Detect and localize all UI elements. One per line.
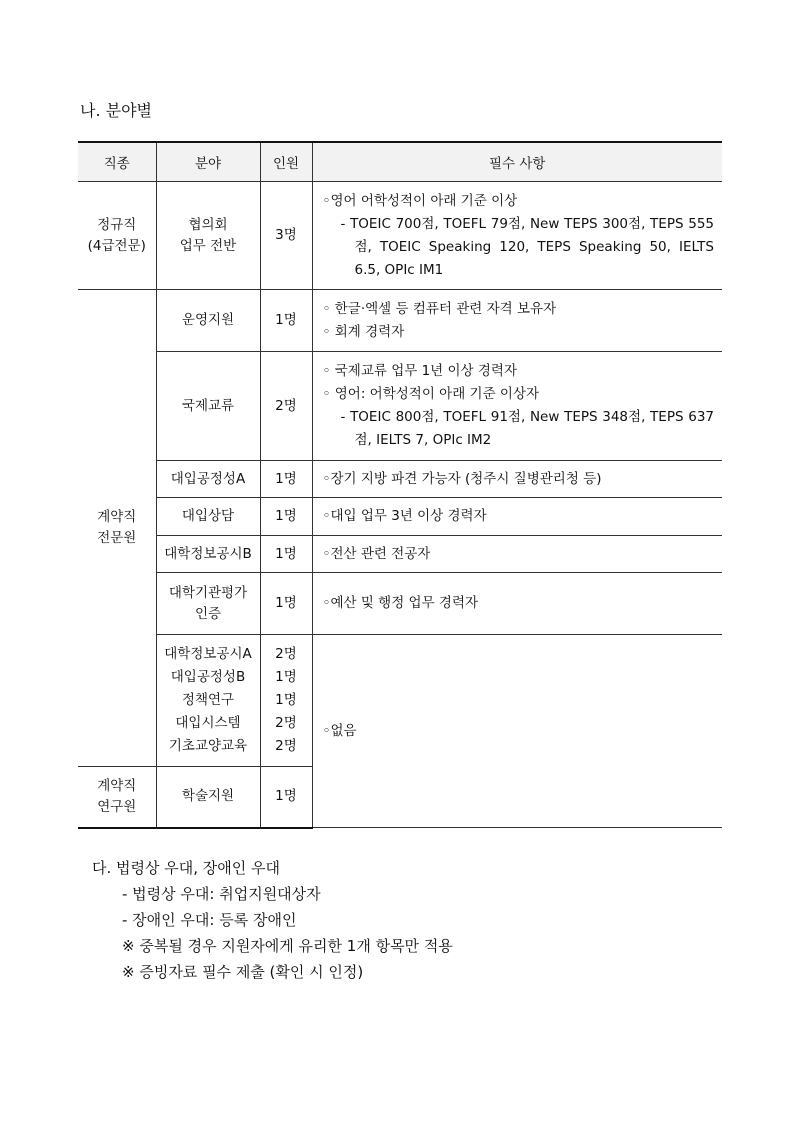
preference-notes — [92, 855, 453, 985]
field-cell: 협의회 업무 전반 — [156, 182, 260, 290]
table-row — [78, 461, 722, 498]
section-title: 나. 분야별 — [80, 101, 152, 120]
count-cell: 3명 — [260, 182, 312, 290]
job-type-contract-expert: 계약직 전문원 — [78, 290, 156, 767]
count-cell: 1명 — [260, 498, 312, 536]
count-cell: 1명 — [260, 290, 312, 352]
field-cell: 국제교류 — [156, 352, 260, 461]
count-cell: 1명 — [260, 461, 312, 498]
header-job-type: 직종 — [78, 142, 156, 182]
requirements-cell: ◦ 국제교류 업무 1년 이상 경력자 ◦ 영어: 어학성적이 아래 기준 이상자 - TOEIC 800점, TOEFL 91점, New TEPS 348점, TEPS 637점, IELTS 7, OPIc IM2 — [312, 352, 722, 461]
requirements-cell: ◦장기 지방 파견 가능자 (청주시 질병관리청 등) — [312, 461, 722, 498]
count-cell: 2명 — [260, 352, 312, 461]
field-cell: 학술지원 — [156, 767, 260, 828]
count-cell: 1명 — [260, 767, 312, 828]
count-cell: 1명 — [260, 573, 312, 635]
table-row — [78, 290, 722, 352]
requirements-cell: ◦ 한글·엑셀 등 컴퓨터 관련 자격 보유자 ◦ 회계 경력자 — [312, 290, 722, 352]
field-cell: 대입공정성A — [156, 461, 260, 498]
job-type-permanent: 정규직 (4급전문) — [78, 182, 156, 290]
table-row — [78, 498, 722, 536]
header-count: 인원 — [260, 142, 312, 182]
requirements-cell: ◦예산 및 행정 업무 경력자 — [312, 573, 722, 635]
table-row — [78, 573, 722, 635]
field-cell: 대학기관평가 인증 — [156, 573, 260, 635]
table-header-row — [78, 142, 722, 182]
note-line: ※ 중복될 경우 지원자에게 유리한 1개 항목만 적용 — [122, 937, 453, 955]
field-cell: 운영지원 — [156, 290, 260, 352]
table-row — [78, 352, 722, 461]
note-line: ※ 증빙자료 필수 제출 (확인 시 인정) — [122, 963, 364, 981]
field-cell: 대학정보공시B — [156, 536, 260, 573]
requirements-none-cell: ◦없음 — [312, 635, 722, 828]
table-row — [78, 536, 722, 573]
requirements-cell: ◦대입 업무 3년 이상 경력자 — [312, 498, 722, 536]
field-group-cell: 대학정보공시A 대입공정성B 정책연구 대입시스템 기초교양교육 — [156, 635, 260, 767]
requirements-cell: ◦전산 관련 전공자 — [312, 536, 722, 573]
count-group-cell: 2명 1명 1명 2명 2명 — [260, 635, 312, 767]
field-cell: 대입상담 — [156, 498, 260, 536]
count-cell: 1명 — [260, 536, 312, 573]
requirements-cell: ◦영어 어학성적이 아래 기준 이상 - TOEIC 700점, TOEFL 79점, New TEPS 300점, TEPS 555점, TOEIC Speaking 120, TEPS Speaking 50, IELTS 6.5, OPIc IM1 — [312, 182, 722, 290]
note-line: - 장애인 우대: 등록 장애인 — [122, 911, 297, 929]
note-line: - 법령상 우대: 취업지원대상자 — [122, 885, 321, 903]
job-type-contract-researcher: 계약직 연구원 — [78, 767, 156, 828]
header-requirements: 필수 사항 — [312, 142, 722, 182]
table-row — [78, 635, 722, 767]
recruitment-table — [78, 141, 722, 829]
header-field: 분야 — [156, 142, 260, 182]
table-row — [78, 182, 722, 290]
notes-title: 다. 법령상 우대, 장애인 우대 — [92, 859, 280, 877]
